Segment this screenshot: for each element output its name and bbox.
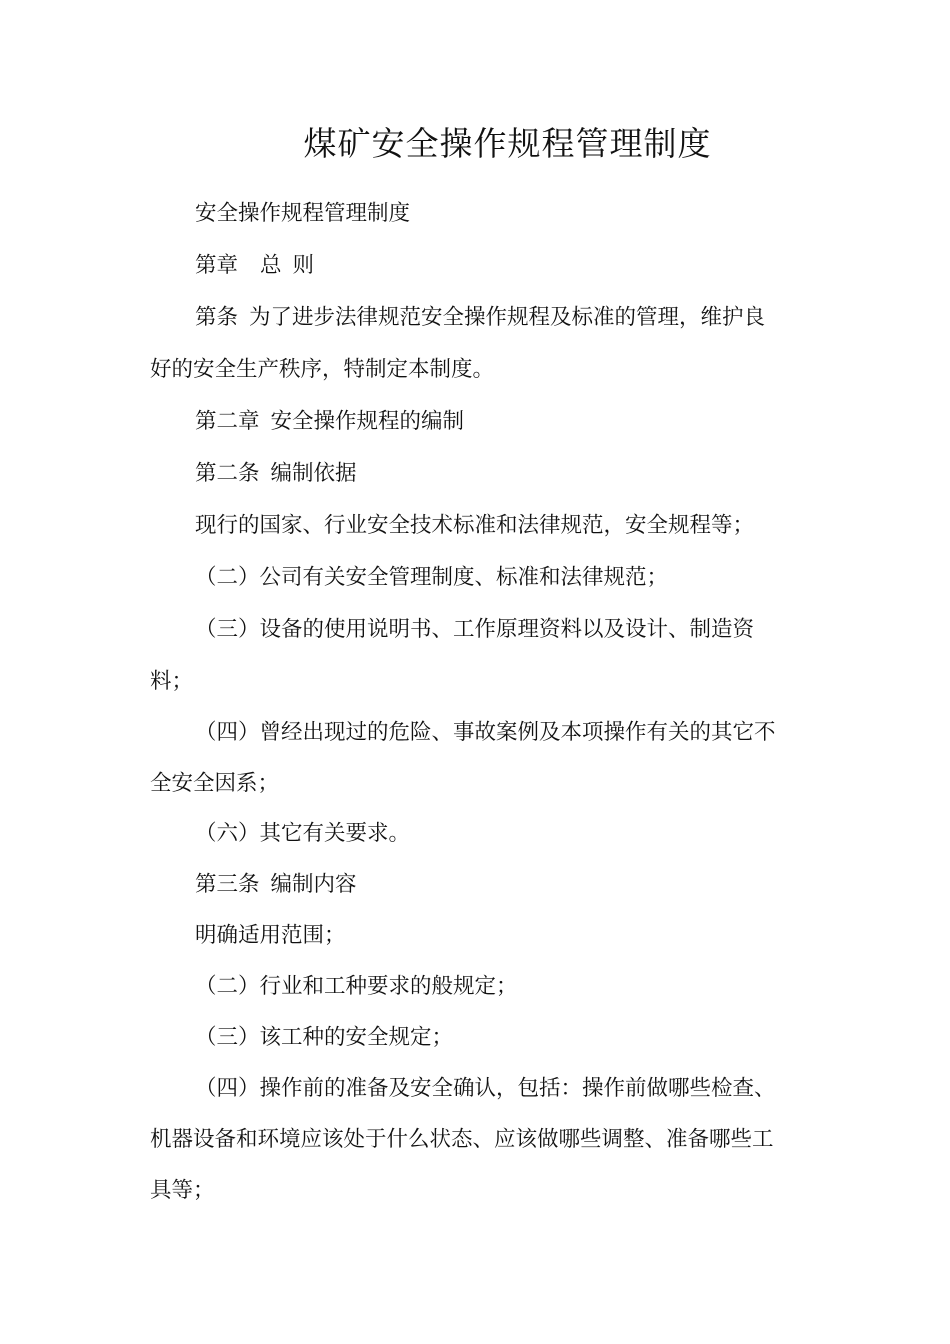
- line-text: 现行的国家、行业安全技术标准和法律规范，安全规程等；: [195, 513, 755, 538]
- line-text: （三）设备的使用说明书、工作原理资料以及设计、制造资: [195, 617, 755, 642]
- paragraph-line: [195, 510, 754, 542]
- line-text: 好的安全生产秩序，特制定本制度。: [150, 357, 495, 382]
- list-item: [195, 614, 754, 646]
- chapter-title-part: 总: [260, 253, 282, 278]
- chapter-title-part: 则: [292, 253, 315, 278]
- chapter-1-heading: [195, 250, 314, 282]
- article-title: 编制依据: [270, 461, 357, 486]
- list-item: [195, 717, 776, 749]
- document-title: 煤矿安全操作规程管理制度: [303, 124, 712, 163]
- line-text: 料；: [150, 669, 194, 694]
- list-item-continuation: [150, 1175, 215, 1207]
- list-item: [195, 818, 410, 850]
- list-item: [195, 562, 668, 594]
- article-1-line: [195, 302, 765, 334]
- line-text: 安全操作规程管理制度: [195, 201, 411, 226]
- list-item: [195, 971, 518, 1003]
- article-2-heading: [195, 458, 357, 490]
- line-text: 机器设备和环境应该处于什么状态、应该做哪些调整、准备哪些工: [150, 1127, 774, 1152]
- article-number: 第三条: [195, 872, 260, 897]
- line-text: （六）其它有关要求。: [195, 821, 411, 846]
- list-item-continuation: [150, 666, 193, 698]
- line-text: 明确适用范围；: [195, 923, 346, 948]
- list-item: [195, 1073, 776, 1105]
- article-text: 为了进步法律规范安全操作规程及标准的管理，维护良: [249, 305, 766, 330]
- paragraph-line: [150, 354, 494, 386]
- line-text: 具等；: [150, 1178, 215, 1203]
- list-item-continuation: [150, 1124, 774, 1156]
- line-text: 全安全因系；: [150, 771, 280, 796]
- article-number: 第条: [195, 305, 239, 330]
- line-text: （二）公司有关安全管理制度、标准和法律规范；: [195, 565, 669, 590]
- list-item: [195, 920, 346, 952]
- list-item: [195, 1022, 453, 1054]
- article-3-heading: [195, 869, 357, 901]
- article-title: 编制内容: [270, 872, 357, 897]
- line-text: （四）曾经出现过的危险、事故案例及本项操作有关的其它不: [195, 720, 776, 745]
- list-item-continuation: [150, 768, 279, 800]
- chapter-number: 第二章: [195, 409, 260, 434]
- subtitle-line: [195, 198, 410, 230]
- chapter-number: 第章: [195, 253, 239, 278]
- line-text: （三）该工种的安全规定；: [195, 1025, 454, 1050]
- chapter-title: 安全操作规程的编制: [270, 409, 465, 434]
- line-text: （二）行业和工种要求的般规定；: [195, 974, 518, 999]
- line-text: （四）操作前的准备及安全确认，包括：操作前做哪些检查、: [195, 1076, 776, 1101]
- chapter-2-heading: [195, 406, 464, 438]
- article-number: 第二条: [195, 461, 260, 486]
